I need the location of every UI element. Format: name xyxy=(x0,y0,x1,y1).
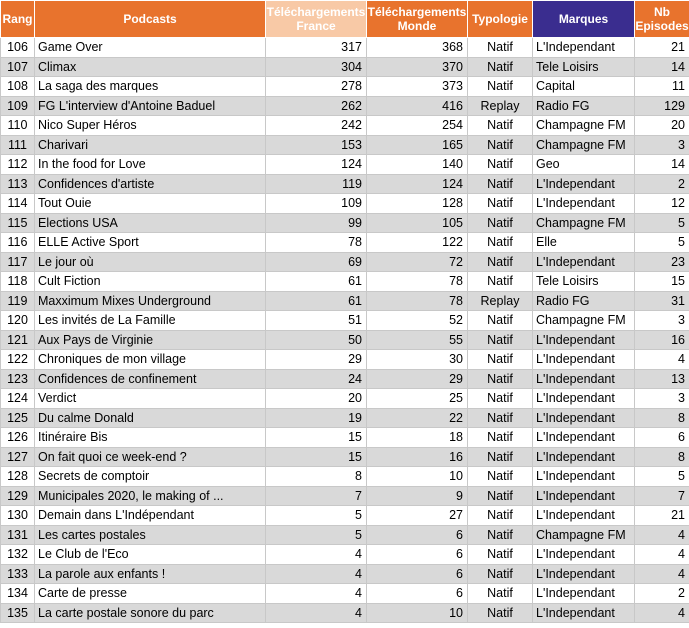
table-row xyxy=(1,135,689,155)
table-row xyxy=(1,330,689,350)
cell-dl-monde: 10 xyxy=(367,467,468,487)
cell-marque: L'Independant xyxy=(533,545,635,565)
cell-dl-monde: 124 xyxy=(367,174,468,194)
table-row xyxy=(1,96,689,116)
cell-typologie: Natif xyxy=(468,57,533,77)
cell-typologie: Natif xyxy=(468,428,533,448)
cell-dl-monde: 6 xyxy=(367,545,468,565)
cell-dl-france: 69 xyxy=(266,252,367,272)
cell-dl-france: 153 xyxy=(266,135,367,155)
cell-marque: L'Independant xyxy=(533,369,635,389)
cell-podcast: Climax xyxy=(35,57,266,77)
cell-podcast: Chroniques de mon village xyxy=(35,350,266,370)
header-rang[interactable]: Rang xyxy=(1,1,35,38)
cell-rang: 130 xyxy=(1,506,35,526)
cell-rang: 135 xyxy=(1,603,35,623)
cell-rang: 119 xyxy=(1,291,35,311)
cell-typologie: Natif xyxy=(468,447,533,467)
cell-typologie: Natif xyxy=(468,564,533,584)
cell-rang: 114 xyxy=(1,194,35,214)
header-podcasts[interactable]: Podcasts xyxy=(35,1,266,38)
cell-rang: 108 xyxy=(1,77,35,97)
table-row xyxy=(1,564,689,584)
table-row xyxy=(1,467,689,487)
cell-dl-monde: 18 xyxy=(367,428,468,448)
table-row xyxy=(1,603,689,623)
cell-marque: Champagne FM xyxy=(533,116,635,136)
cell-dl-france: 19 xyxy=(266,408,367,428)
cell-dl-france: 61 xyxy=(266,272,367,292)
table-row xyxy=(1,38,689,58)
cell-nb-episodes: 21 xyxy=(635,506,689,526)
cell-rang: 128 xyxy=(1,467,35,487)
cell-rang: 117 xyxy=(1,252,35,272)
table-row xyxy=(1,194,689,214)
cell-dl-france: 29 xyxy=(266,350,367,370)
cell-dl-france: 15 xyxy=(266,447,367,467)
cell-typologie: Natif xyxy=(468,174,533,194)
table-row xyxy=(1,174,689,194)
cell-dl-france: 24 xyxy=(266,369,367,389)
cell-nb-episodes: 16 xyxy=(635,330,689,350)
cell-nb-episodes: 14 xyxy=(635,57,689,77)
header-dl-monde[interactable]: Téléchargements Monde xyxy=(367,1,468,38)
cell-nb-episodes: 4 xyxy=(635,350,689,370)
cell-dl-monde: 122 xyxy=(367,233,468,253)
cell-dl-monde: 416 xyxy=(367,96,468,116)
cell-nb-episodes: 15 xyxy=(635,272,689,292)
cell-dl-france: 61 xyxy=(266,291,367,311)
cell-nb-episodes: 129 xyxy=(635,96,689,116)
cell-nb-episodes: 13 xyxy=(635,369,689,389)
cell-nb-episodes: 14 xyxy=(635,155,689,175)
cell-dl-france: 78 xyxy=(266,233,367,253)
cell-rang: 106 xyxy=(1,38,35,58)
cell-podcast: Carte de presse xyxy=(35,584,266,604)
cell-podcast: Itinéraire Bis xyxy=(35,428,266,448)
cell-dl-monde: 52 xyxy=(367,311,468,331)
table-row xyxy=(1,291,689,311)
cell-podcast: Confidences de confinement xyxy=(35,369,266,389)
table-row xyxy=(1,213,689,233)
cell-dl-monde: 165 xyxy=(367,135,468,155)
cell-podcast: Les cartes postales xyxy=(35,525,266,545)
cell-typologie: Natif xyxy=(468,603,533,623)
cell-dl-monde: 78 xyxy=(367,291,468,311)
cell-podcast: Maxximum Mixes Underground xyxy=(35,291,266,311)
cell-nb-episodes: 4 xyxy=(635,525,689,545)
cell-dl-france: 5 xyxy=(266,506,367,526)
table-row xyxy=(1,389,689,409)
cell-typologie: Natif xyxy=(468,545,533,565)
cell-dl-monde: 55 xyxy=(367,330,468,350)
cell-podcast: Tout Ouie xyxy=(35,194,266,214)
cell-nb-episodes: 23 xyxy=(635,252,689,272)
cell-dl-monde: 368 xyxy=(367,38,468,58)
cell-typologie: Natif xyxy=(468,233,533,253)
cell-marque: L'Independant xyxy=(533,584,635,604)
cell-podcast: FG L'interview d'Antoine Baduel xyxy=(35,96,266,116)
cell-rang: 112 xyxy=(1,155,35,175)
cell-podcast: On fait quoi ce week-end ? xyxy=(35,447,266,467)
cell-podcast: Le Club de l'Eco xyxy=(35,545,266,565)
cell-marque: Champagne FM xyxy=(533,525,635,545)
cell-nb-episodes: 31 xyxy=(635,291,689,311)
cell-rang: 132 xyxy=(1,545,35,565)
cell-podcast: La carte postale sonore du parc xyxy=(35,603,266,623)
cell-rang: 127 xyxy=(1,447,35,467)
cell-dl-monde: 25 xyxy=(367,389,468,409)
cell-rang: 133 xyxy=(1,564,35,584)
cell-marque: L'Independant xyxy=(533,252,635,272)
cell-marque: L'Independant xyxy=(533,603,635,623)
cell-rang: 118 xyxy=(1,272,35,292)
cell-dl-france: 7 xyxy=(266,486,367,506)
cell-nb-episodes: 8 xyxy=(635,408,689,428)
cell-rang: 125 xyxy=(1,408,35,428)
cell-marque: Elle xyxy=(533,233,635,253)
table-row xyxy=(1,57,689,77)
cell-marque: L'Independant xyxy=(533,486,635,506)
cell-dl-monde: 370 xyxy=(367,57,468,77)
cell-dl-monde: 128 xyxy=(367,194,468,214)
cell-nb-episodes: 6 xyxy=(635,428,689,448)
cell-rang: 116 xyxy=(1,233,35,253)
table-row xyxy=(1,350,689,370)
table-row xyxy=(1,408,689,428)
cell-nb-episodes: 8 xyxy=(635,447,689,467)
table-body xyxy=(1,38,689,623)
cell-nb-episodes: 3 xyxy=(635,311,689,331)
cell-typologie: Natif xyxy=(468,525,533,545)
cell-typologie: Natif xyxy=(468,135,533,155)
cell-rang: 131 xyxy=(1,525,35,545)
cell-nb-episodes: 2 xyxy=(635,584,689,604)
cell-typologie: Natif xyxy=(468,272,533,292)
cell-marque: L'Independant xyxy=(533,564,635,584)
cell-dl-monde: 27 xyxy=(367,506,468,526)
table-row xyxy=(1,77,689,97)
cell-podcast: Game Over xyxy=(35,38,266,58)
cell-marque: Tele Loisirs xyxy=(533,272,635,292)
cell-podcast: Verdict xyxy=(35,389,266,409)
cell-dl-monde: 9 xyxy=(367,486,468,506)
header-row xyxy=(1,1,689,38)
cell-dl-france: 124 xyxy=(266,155,367,175)
table-row xyxy=(1,252,689,272)
cell-rang: 122 xyxy=(1,350,35,370)
cell-podcast: Les invités de La Famille xyxy=(35,311,266,331)
cell-podcast: Elections USA xyxy=(35,213,266,233)
cell-rang: 126 xyxy=(1,428,35,448)
cell-dl-monde: 254 xyxy=(367,116,468,136)
cell-typologie: Natif xyxy=(468,38,533,58)
cell-rang: 129 xyxy=(1,486,35,506)
cell-dl-france: 50 xyxy=(266,330,367,350)
table-row xyxy=(1,369,689,389)
cell-dl-france: 4 xyxy=(266,564,367,584)
cell-dl-france: 119 xyxy=(266,174,367,194)
cell-dl-france: 242 xyxy=(266,116,367,136)
cell-typologie: Replay xyxy=(468,291,533,311)
cell-dl-france: 15 xyxy=(266,428,367,448)
cell-marque: L'Independant xyxy=(533,350,635,370)
cell-dl-monde: 6 xyxy=(367,584,468,604)
cell-marque: L'Independant xyxy=(533,506,635,526)
cell-podcast: Nico Super Héros xyxy=(35,116,266,136)
header-dl-france[interactable]: Téléchargements France xyxy=(266,1,367,38)
cell-dl-monde: 29 xyxy=(367,369,468,389)
table-row xyxy=(1,525,689,545)
cell-typologie: Natif xyxy=(468,194,533,214)
cell-marque: Radio FG xyxy=(533,96,635,116)
cell-dl-monde: 105 xyxy=(367,213,468,233)
cell-dl-france: 5 xyxy=(266,525,367,545)
cell-nb-episodes: 3 xyxy=(635,135,689,155)
table-row xyxy=(1,116,689,136)
cell-podcast: La parole aux enfants ! xyxy=(35,564,266,584)
cell-dl-monde: 22 xyxy=(367,408,468,428)
cell-typologie: Replay xyxy=(468,96,533,116)
cell-marque: L'Independant xyxy=(533,330,635,350)
cell-podcast: Demain dans L'Indépendant xyxy=(35,506,266,526)
cell-dl-monde: 72 xyxy=(367,252,468,272)
table-row xyxy=(1,272,689,292)
cell-typologie: Natif xyxy=(468,350,533,370)
cell-marque: L'Independant xyxy=(533,194,635,214)
cell-rang: 111 xyxy=(1,135,35,155)
cell-marque: L'Independant xyxy=(533,467,635,487)
cell-typologie: Natif xyxy=(468,506,533,526)
cell-marque: L'Independant xyxy=(533,428,635,448)
cell-dl-france: 8 xyxy=(266,467,367,487)
cell-marque: Champagne FM xyxy=(533,311,635,331)
cell-dl-france: 99 xyxy=(266,213,367,233)
cell-podcast: Secrets de comptoir xyxy=(35,467,266,487)
table-row xyxy=(1,311,689,331)
cell-dl-france: 278 xyxy=(266,77,367,97)
cell-podcast: In the food for Love xyxy=(35,155,266,175)
cell-dl-monde: 6 xyxy=(367,564,468,584)
cell-dl-monde: 373 xyxy=(367,77,468,97)
cell-marque: Radio FG xyxy=(533,291,635,311)
cell-marque: L'Independant xyxy=(533,38,635,58)
cell-dl-france: 304 xyxy=(266,57,367,77)
cell-marque: Champagne FM xyxy=(533,135,635,155)
cell-dl-monde: 16 xyxy=(367,447,468,467)
cell-podcast: Aux Pays de Virginie xyxy=(35,330,266,350)
cell-rang: 107 xyxy=(1,57,35,77)
cell-marque: Geo xyxy=(533,155,635,175)
cell-podcast: La saga des marques xyxy=(35,77,266,97)
cell-typologie: Natif xyxy=(468,486,533,506)
cell-typologie: Natif xyxy=(468,213,533,233)
cell-dl-france: 317 xyxy=(266,38,367,58)
cell-podcast: Confidences d'artiste xyxy=(35,174,266,194)
cell-typologie: Natif xyxy=(468,584,533,604)
cell-rang: 113 xyxy=(1,174,35,194)
cell-rang: 121 xyxy=(1,330,35,350)
cell-marque: L'Independant xyxy=(533,389,635,409)
table-row xyxy=(1,428,689,448)
cell-rang: 124 xyxy=(1,389,35,409)
cell-nb-episodes: 5 xyxy=(635,233,689,253)
header-nb-episodes[interactable]: Nb Episodes xyxy=(635,1,689,38)
cell-podcast: Du calme Donald xyxy=(35,408,266,428)
table-row xyxy=(1,233,689,253)
cell-typologie: Natif xyxy=(468,252,533,272)
cell-marque: L'Independant xyxy=(533,174,635,194)
cell-dl-france: 20 xyxy=(266,389,367,409)
cell-nb-episodes: 7 xyxy=(635,486,689,506)
cell-marque: Champagne FM xyxy=(533,213,635,233)
cell-nb-episodes: 5 xyxy=(635,213,689,233)
cell-dl-monde: 10 xyxy=(367,603,468,623)
table-row xyxy=(1,545,689,565)
cell-nb-episodes: 20 xyxy=(635,116,689,136)
header-marques[interactable]: Marques xyxy=(533,1,635,38)
table-row xyxy=(1,155,689,175)
cell-nb-episodes: 11 xyxy=(635,77,689,97)
cell-nb-episodes: 4 xyxy=(635,564,689,584)
cell-typologie: Natif xyxy=(468,330,533,350)
cell-podcast: Charivari xyxy=(35,135,266,155)
cell-typologie: Natif xyxy=(468,311,533,331)
cell-nb-episodes: 2 xyxy=(635,174,689,194)
table-row xyxy=(1,486,689,506)
cell-typologie: Natif xyxy=(468,116,533,136)
table-row xyxy=(1,506,689,526)
cell-dl-france: 109 xyxy=(266,194,367,214)
cell-marque: L'Independant xyxy=(533,447,635,467)
table-row xyxy=(1,447,689,467)
cell-nb-episodes: 3 xyxy=(635,389,689,409)
cell-rang: 109 xyxy=(1,96,35,116)
cell-marque: Tele Loisirs xyxy=(533,57,635,77)
header-typologie[interactable]: Typologie xyxy=(468,1,533,38)
cell-typologie: Natif xyxy=(468,408,533,428)
cell-rang: 110 xyxy=(1,116,35,136)
cell-dl-monde: 30 xyxy=(367,350,468,370)
cell-podcast: Municipales 2020, le making of ... xyxy=(35,486,266,506)
cell-nb-episodes: 12 xyxy=(635,194,689,214)
cell-rang: 120 xyxy=(1,311,35,331)
cell-nb-episodes: 4 xyxy=(635,545,689,565)
cell-nb-episodes: 21 xyxy=(635,38,689,58)
cell-dl-monde: 78 xyxy=(367,272,468,292)
cell-nb-episodes: 5 xyxy=(635,467,689,487)
cell-dl-france: 51 xyxy=(266,311,367,331)
cell-dl-monde: 6 xyxy=(367,525,468,545)
cell-podcast: ELLE Active Sport xyxy=(35,233,266,253)
cell-podcast: Cult Fiction xyxy=(35,272,266,292)
cell-marque: Capital xyxy=(533,77,635,97)
cell-typologie: Natif xyxy=(468,467,533,487)
cell-typologie: Natif xyxy=(468,77,533,97)
cell-rang: 123 xyxy=(1,369,35,389)
cell-dl-france: 4 xyxy=(266,603,367,623)
cell-dl-monde: 140 xyxy=(367,155,468,175)
cell-rang: 115 xyxy=(1,213,35,233)
cell-dl-france: 4 xyxy=(266,545,367,565)
cell-rang: 134 xyxy=(1,584,35,604)
cell-marque: L'Independant xyxy=(533,408,635,428)
cell-nb-episodes: 4 xyxy=(635,603,689,623)
table-row xyxy=(1,584,689,604)
cell-dl-france: 262 xyxy=(266,96,367,116)
cell-typologie: Natif xyxy=(468,389,533,409)
cell-dl-france: 4 xyxy=(266,584,367,604)
cell-typologie: Natif xyxy=(468,369,533,389)
cell-podcast: Le jour où xyxy=(35,252,266,272)
cell-typologie: Natif xyxy=(468,155,533,175)
